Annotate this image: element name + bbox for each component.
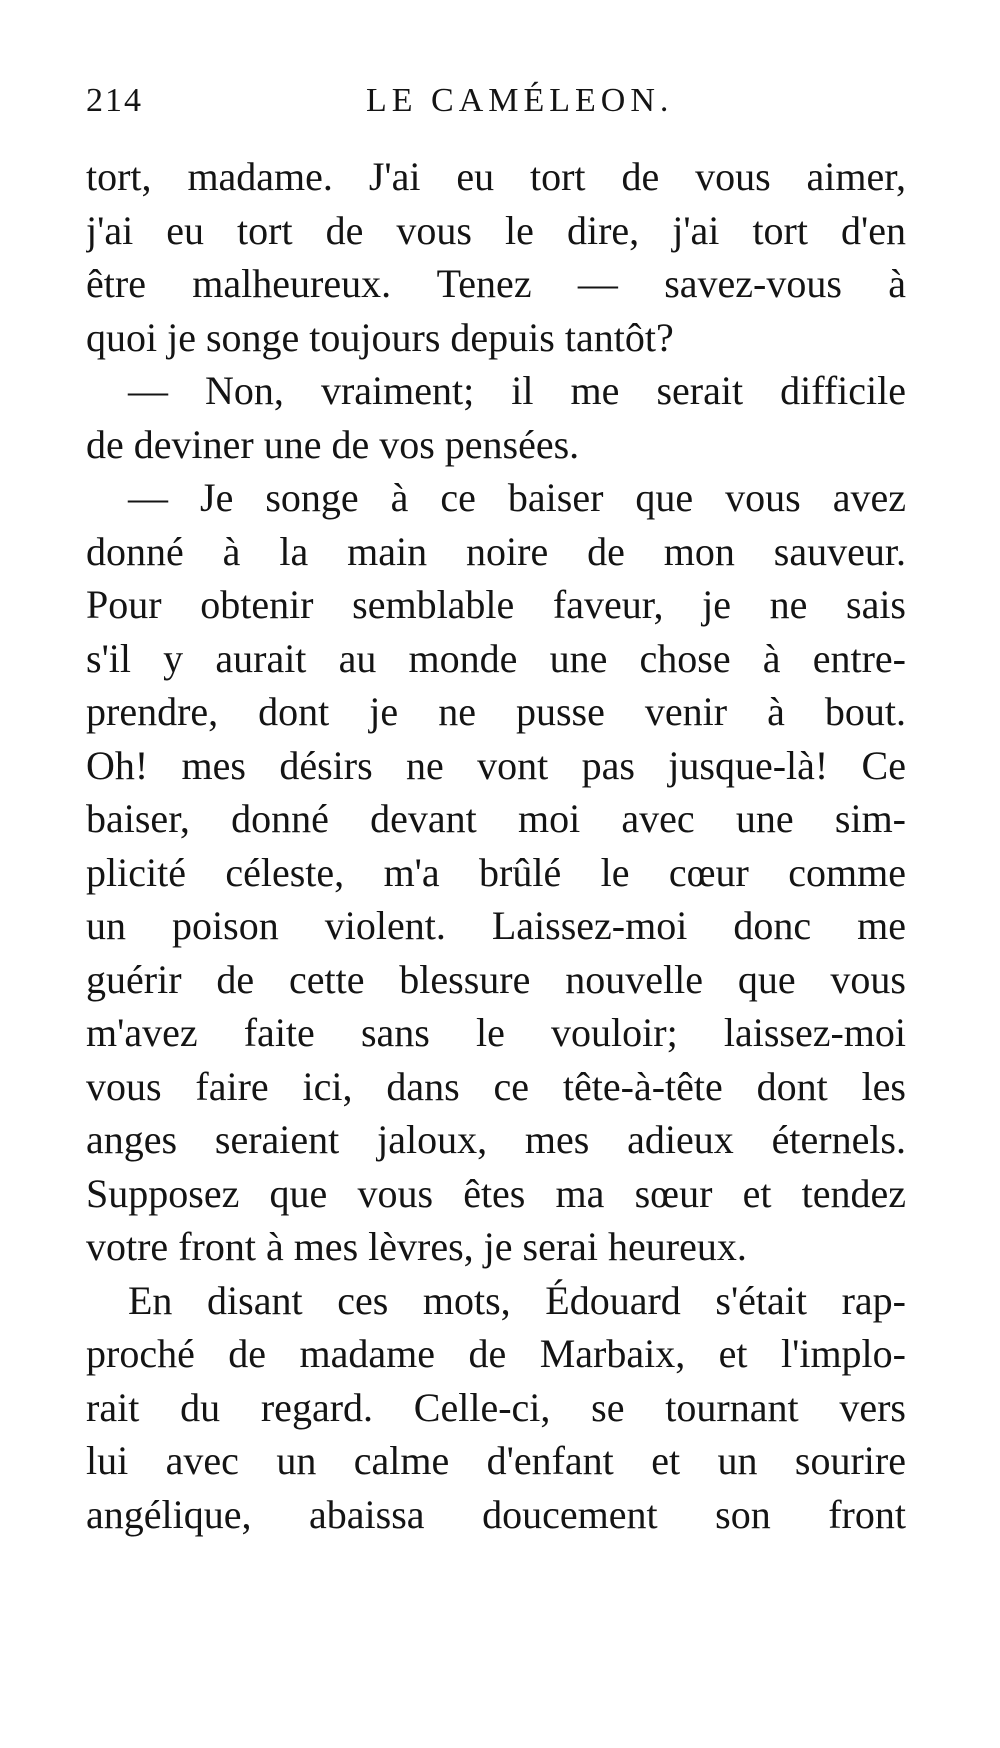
text-line: baiser, donné devant moi avec une sim- xyxy=(86,796,906,841)
text-line: proché de madame de Marbaix, et l'implo- xyxy=(86,1331,906,1376)
text-line: guérir de cette blessure nouvelle que vous xyxy=(86,956,906,1002)
text-line: quoi je songe toujours depuis tantôt? xyxy=(86,314,674,360)
text-line: En disant ces mots, Édouard s'était rap- xyxy=(128,1277,906,1323)
running-head xyxy=(86,82,906,122)
text-line: lui avec un calme d'enfant et un sourire xyxy=(86,1438,906,1483)
text-line: — Je songe à ce baiser que vous avez xyxy=(128,475,906,520)
text-line: votre front à mes lèvres, je serai heureux. xyxy=(86,1224,747,1269)
page-number: 214 xyxy=(86,82,143,119)
text-line: prendre, dont je ne pusse venir à bout. xyxy=(86,689,906,734)
text-line: vous faire ici, dans ce tête-à-tête dont les xyxy=(86,1063,906,1109)
text-line: donné à la main noire de mon sauveur. xyxy=(86,528,906,574)
text-line: j'ai eu tort de vous le dire, j'ai tort d'en xyxy=(86,207,906,253)
text-line: Oh! mes désirs ne vont pas jusque-là! Ce xyxy=(86,742,906,788)
text-line: rait du regard. Celle-ci, se tournant vers xyxy=(86,1384,906,1430)
text-line: être malheureux. Tenez — savez-vous à xyxy=(86,261,906,306)
text-line: s'il y aurait au monde une chose à entre- xyxy=(86,635,906,681)
text-line: Supposez que vous êtes ma sœur et tendez xyxy=(86,1170,906,1216)
body-text xyxy=(86,150,906,1541)
text-line: de deviner une de vos pensées. xyxy=(86,421,580,467)
text-line: angélique, abaissa doucement son front xyxy=(86,1491,906,1537)
running-title: LE CAMÉLEON. xyxy=(366,82,674,119)
text-line: m'avez faite sans le vouloir; laissez-moi xyxy=(86,1010,906,1055)
text-line: un poison violent. Laissez-moi donc me xyxy=(86,903,906,948)
text-line: anges seraient jaloux, mes adieux éternels. xyxy=(86,1117,906,1162)
text-line: — Non, vraiment; il me serait difficile xyxy=(128,368,906,413)
text-line: tort, madame. J'ai eu tort de vous aimer, xyxy=(86,154,906,199)
text-line: plicité céleste, m'a brûlé le cœur comme xyxy=(86,849,906,895)
text-line: Pour obtenir semblable faveur, je ne sais xyxy=(86,582,906,627)
